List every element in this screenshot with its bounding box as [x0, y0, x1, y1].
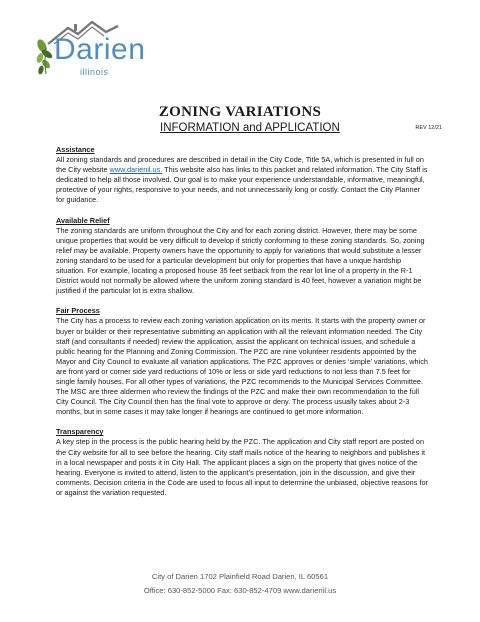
page-title: ZONING VARIATIONS: [158, 104, 322, 120]
revision-label: REV 12/21: [415, 125, 442, 131]
section-heading: Available Relief: [56, 215, 110, 225]
section-transparency: [56, 427, 428, 498]
text-before-link: All zoning standards and procedures are described in detail in the City Code, Title 5A, which is presented in full on the City website: [56, 155, 424, 175]
section-text: A key step in the process is the public hearing held by the PZC. The application and City staff report are posted on the City website for all to see before the hearing. City staff mails notice of the hearing to neighbors and publishes it in a local newspaper and posts it in City Hall. The applicant places a sign on the property that gives notice of the hearing. Everyone is invited to attend, listen to the applicant’s presentation, join in the discussion, and give their comments. Decision criteria in the Code are used to focus all input to determine the unbiased, objective reasons for or against the variation requested.: [56, 437, 428, 497]
section-text: [56, 155, 428, 205]
logo-wordmark: Darien: [54, 33, 146, 66]
section-heading: Assistance: [56, 145, 95, 154]
section-text: The City has a process to review each zoning variation application on its merits. It starts with the property owner or buyer or builder or their representative submitting an application with all the relevant information needed. The City staff (and consultants if needed) review the application, assist the applicant on technical issues, and schedule a public hearing for the Planning and Zoning Commission. The PZC are nine volunteer residents appointed by the Mayor and City Council to evaluate all variation applications. The PZC approves or denies ‘simple’ variations, which are front yard or corner side yard reductions of 10% or less or side yard reductions to not less than 7.5 feet for single family houses. For all other types of variations, the PZC recommends to the Municipal Services Committee. The MSC are three aldermen who review the findings of the PZC and make their own recommendation to the full City Council. The City Council then has the final vote to approve or deny. The process usually takes about 2-3 months, but in some cases it may take longer if hearings are continued to get more information.: [56, 316, 428, 417]
darien-logo: [34, 12, 146, 82]
page-subtitle: INFORMATION and APPLICATION: [160, 122, 340, 134]
footer-address: City of Darien 1702 Plainfield Road Darien, IL 60561: [151, 572, 329, 581]
section-text: The zoning standards are uniform throughout the City and for each zoning district. However, there may be some unique properties that would be very difficult to develop if strictly conforming to these zoning standards. So, zoning relief may be available. Property owners have the opportunity to apply for variations that would substitute a lesser zoning standard to be used for a particular development but only for properties that have a unique hardship situation. For example, locating a proposed house 35 feet setback from the rear lot line of a property in the R-1 District would not normally be allowed where the uniform zoning standard is 40 feet, however a variation might be justified if the particular lot is extra shallow.: [56, 225, 425, 296]
section-heading: Transparency: [56, 427, 104, 437]
footer-contact: Office: 630-852-5000 Fax: 630-852-4709 www.darienil.us: [143, 586, 337, 595]
logo-subtitle: illinois: [80, 67, 109, 77]
section-available-relief: [56, 216, 428, 297]
section-fair-process: [56, 306, 428, 417]
text-after-link: This website also has links to this packet and related information. The City Staff is dedicated to help all those involved. Our goal is to make your experience understandable, informative, meaningful, protective of your rights, responsive to your needs, and not unnecessarily long or costly. Contact the City Planner for guidance.: [56, 165, 428, 205]
section-assistance: [56, 145, 428, 206]
website-link[interactable]: www.darienil.us.: [109, 165, 163, 175]
document-body: [56, 145, 428, 508]
section-heading: Fair Process: [56, 306, 100, 316]
